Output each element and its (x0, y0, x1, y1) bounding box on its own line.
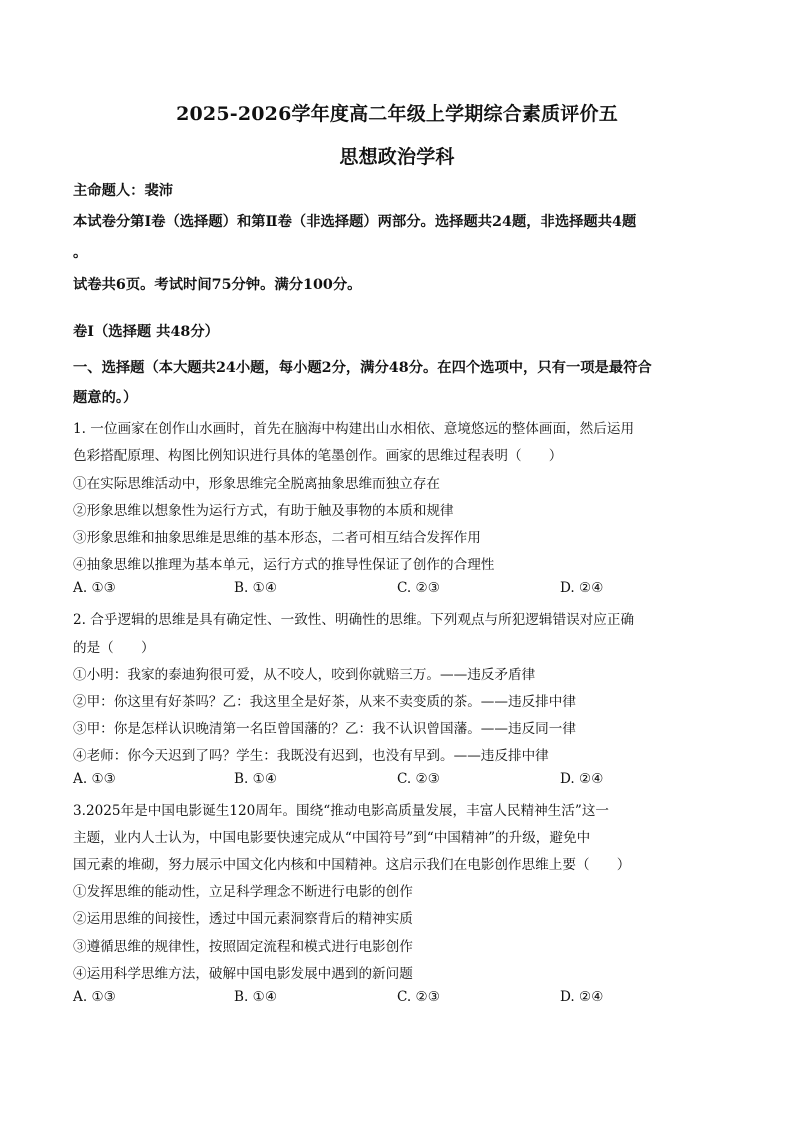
exam-info: 试卷共6页。考试时间75分钟。满分100分。 (73, 277, 362, 293)
question-2-statement: ②甲：你这里有好茶吗？乙：我这里全是好茶，从来不卖变质的茶。——违反排中律 (73, 694, 576, 710)
question-2-options (73, 771, 633, 789)
structure-note: 本试卷分第Ⅰ卷（选择题）和第Ⅱ卷（非选择题）两部分。选择题共24题，非选择题共4题 (73, 214, 637, 230)
option-d[interactable]: D. ②④ (560, 580, 604, 596)
question-1-stem: 1. 一位画家在创作山水画时，首先在脑海中构建出山水相依、意境悠远的整体画面，然后运用 (73, 421, 635, 437)
option-a[interactable]: A. ①③ (73, 580, 116, 596)
question-2-stem: 2. 合乎逻辑的思维是具有确定性、一致性、明确性的思维。下列观点与所犯逻辑错误对应正确 (73, 612, 635, 628)
question-3-stem-cont: 主题，业内人士认为，中国电影要快速完成从“中国符号”到“中国精神”的升级，避免中 (73, 830, 591, 846)
question-1-statement: ①在实际思维活动中，形象思维完全脱离抽象思维而独立存在 (73, 476, 441, 492)
option-a[interactable]: A. ①③ (73, 989, 116, 1005)
author-line: 主命题人：裴沛 (73, 183, 174, 199)
question-3-stem-cont: 国元素的堆砌，努力展示中国文化内核和中国精神。这启示我们在电影创作思维上要（ ） (73, 857, 631, 873)
question-3-options (73, 989, 633, 1007)
option-b[interactable]: B. ①④ (234, 580, 278, 596)
structure-note-cont: 。 (73, 245, 88, 261)
question-2-stem-cont: 的是（ ） (73, 640, 155, 656)
question-1-options (73, 580, 633, 598)
section-heading: 卷Ⅰ（选择题 共48分） (73, 324, 219, 340)
question-3-statement: ③遵循思维的规律性，按照固定流程和模式进行电影创作 (73, 939, 413, 955)
question-1-statement: ③形象思维和抽象思维是思维的基本形态，二者可相互结合发挥作用 (73, 530, 481, 546)
option-c[interactable]: C. ②③ (397, 989, 440, 1005)
question-3-stem: 3.2025年是中国电影诞生120周年。围绕“推动电影高质量发展，丰富人民精神生活”这一 (73, 803, 610, 819)
option-b[interactable]: B. ①④ (234, 989, 278, 1005)
section-instruction: 一、选择题（本大题共24小题，每小题2分，满分48分。在四个选项中，只有一项是最符合 (73, 360, 652, 376)
question-1-stem-cont: 色彩搭配原理、构图比例知识进行具体的笔墨创作。画家的思维过程表明（ ） (73, 448, 563, 464)
question-1-statement: ②形象思维以想象性为运行方式，有助于触及事物的本质和规律 (73, 503, 454, 519)
option-b[interactable]: B. ①④ (234, 771, 278, 787)
option-c[interactable]: C. ②③ (397, 771, 440, 787)
question-2-statement: ④老师：你今天迟到了吗？学生：我既没有迟到，也没有早到。——违反排中律 (73, 748, 549, 764)
question-3-statement: ①发挥思维的能动性，立足科学理念不断进行电影的创作 (73, 884, 413, 900)
option-c[interactable]: C. ②③ (397, 580, 440, 596)
option-d[interactable]: D. ②④ (560, 989, 604, 1005)
question-2-statement: ③甲：你是怎样认识晚清第一名臣曾国藩的？乙：我不认识曾国藩。——违反同一律 (73, 721, 576, 737)
question-1-statement: ④抽象思维以推理为基本单元，运行方式的推导性保证了创作的合理性 (73, 557, 495, 573)
subject-title: 思想政治学科 (339, 146, 455, 168)
exam-title: 2025-2026学年度高二年级上学期综合素质评价五 (176, 103, 618, 125)
option-a[interactable]: A. ①③ (73, 771, 116, 787)
question-3-statement: ②运用思维的间接性，透过中国元素洞察背后的精神实质 (73, 911, 413, 927)
section-instruction-cont: 题意的。） (73, 390, 138, 406)
question-2-statement: ①小明：我家的泰迪狗很可爱，从不咬人，咬到你就赔三万。——违反矛盾律 (73, 667, 536, 683)
question-3-statement: ④运用科学思维方法，破解中国电影发展中遇到的新问题 (73, 966, 413, 982)
option-d[interactable]: D. ②④ (560, 771, 604, 787)
